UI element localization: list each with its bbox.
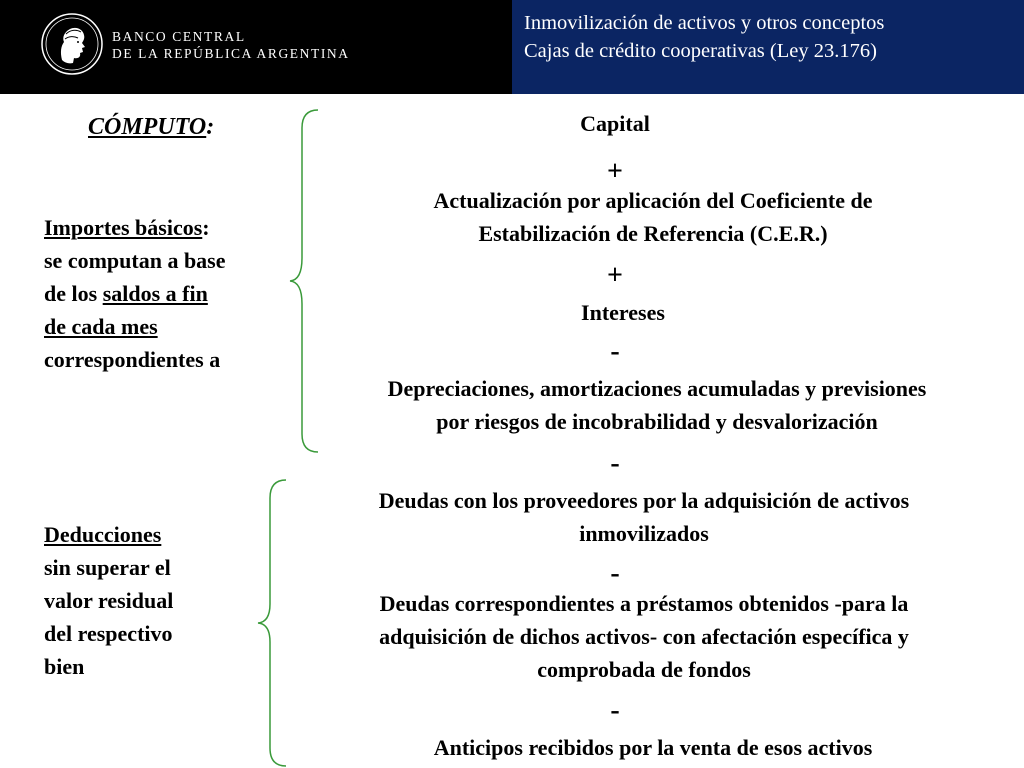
deducciones-note [44,518,173,683]
operator-plus-2: + [607,260,623,291]
item-depreciaciones-line-1: Depreciaciones, amortizaciones acumuladas y previsiones [387,376,927,401]
importes-line-1: se computan a base [44,248,226,273]
importes-line-2 [44,277,226,310]
bank-name-line2: DE LA REPÚBLICA ARGENTINA [112,46,350,61]
deducciones-title: Deducciones [44,522,162,547]
importes-line-2-pre: de los [44,281,103,306]
importes-line-2-underlined: saldos a fin [102,281,208,306]
operator-minus-4: - [610,695,620,726]
item-actualizacion-line-1: Actualización por aplicación del Coeficiente de [433,188,873,213]
slide-title-line1: Inmovilización de activos y otros conceptos [524,12,885,34]
bank-name [112,28,350,62]
operator-plus-1: + [607,156,623,187]
computo-label: CÓMPUTO [88,114,207,140]
importes-line-4: correspondientes a [44,347,221,372]
deducciones-line-2: valor residual [44,588,174,613]
item-depreciaciones-line-2: por riesgos de incobrabilidad y desvalorización [436,409,878,434]
item-deudas-proveedores-line-2: inmovilizados [579,521,709,546]
importes-title: Importes básicos [44,215,203,240]
item-capital: Capital [580,111,650,136]
item-deudas-prestamos-line-1: Deudas correspondientes a préstamos obtenidos -para la [379,591,909,616]
deducciones-line-3: del respectivo [44,621,173,646]
importes-basicos-note [44,211,226,376]
effigy-medallion-icon [40,12,104,76]
slide-title [524,9,884,65]
deducciones-line-1: sin superar el [44,555,171,580]
item-depreciaciones [300,372,1014,438]
item-anticipos: Anticipos recibidos por la venta de esos activos [433,735,873,760]
importes-title-line [44,211,226,244]
computo-heading [88,114,214,141]
item-actualizacion [296,184,1010,250]
item-deudas-prestamos-line-3: comprobada de fondos [537,657,751,682]
item-actualizacion-line-2: Estabilización de Referencia (C.E.R.) [478,221,828,246]
curly-brace-icon [254,478,290,768]
computo-colon: : [206,114,215,140]
item-intereses: Intereses [581,300,665,325]
slide-header [0,0,1024,94]
importes-colon: : [202,215,210,240]
importes-line-3: de cada mes [44,314,158,339]
operator-minus-1: - [610,336,620,367]
slide-title-line2: Cajas de crédito cooperativas (Ley 23.176) [524,40,877,62]
item-deudas-proveedores [290,484,998,550]
bank-name-line1: BANCO CENTRAL [112,29,246,44]
deducciones-line-4: bien [44,654,85,679]
item-deudas-prestamos-line-2: adquisición de dichos activos- con afectación específica y [379,624,909,649]
item-deudas-proveedores-line-1: Deudas con los proveedores por la adquisición de activos [378,488,910,513]
operator-minus-2: - [610,448,620,479]
header-logo-panel [0,0,512,94]
item-deudas-prestamos [290,587,998,686]
operator-minus-3: - [610,558,620,589]
